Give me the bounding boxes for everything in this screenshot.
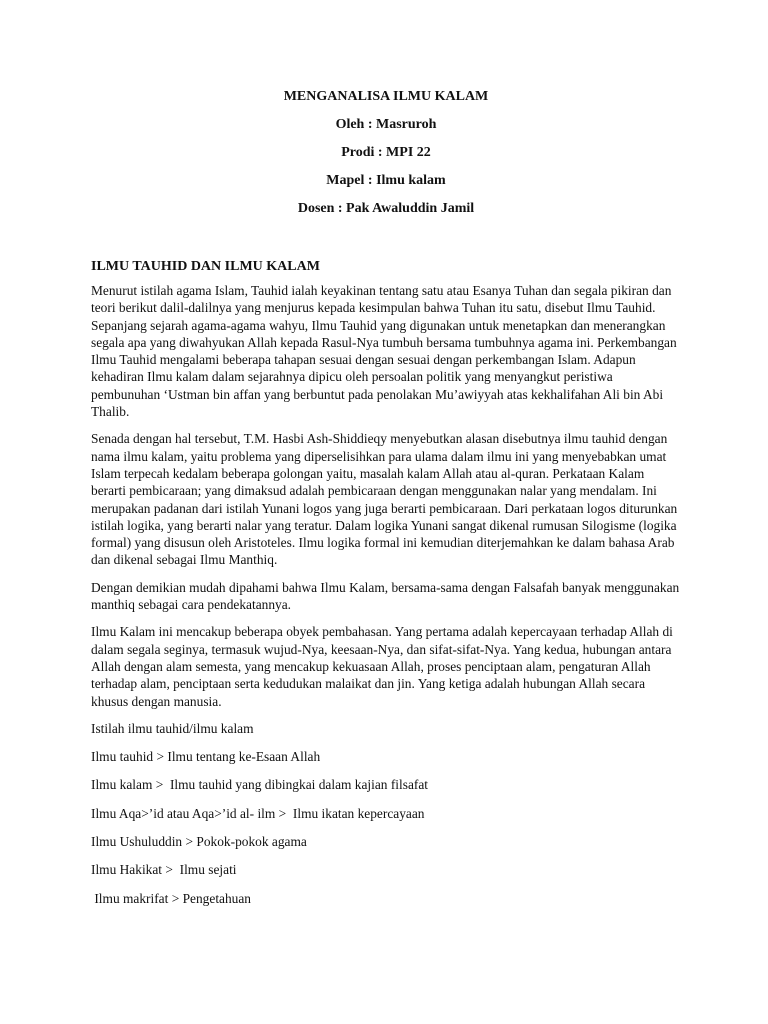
term-item-makrifat: Ilmu makrifat > Pengetahuan	[91, 890, 252, 906]
document-page	[91, 88, 681, 918]
term-item-aqaid: Ilmu Aqa>’id atau Aqa>’id al- ilm > Ilmu ikatan kepercayaan	[91, 805, 425, 821]
document-title: MENGANALISA ILMU KALAM	[283, 89, 489, 104]
author-line: Oleh : Masruroh	[335, 117, 437, 132]
paragraph-3: Dengan demikian mudah dipahami bahwa Ilmu Kalam, bersama-sama dengan Falsafah banyak menggunakan manthiq sebagai cara pendekatannya.	[91, 579, 680, 613]
term-item-kalam: Ilmu kalam > Ilmu tauhid yang dibingkai dalam kajian filsafat	[91, 777, 429, 793]
term-item-ushuluddin: Ilmu Ushuluddin > Pokok-pokok agama	[91, 834, 307, 850]
term-item-tauhid: Ilmu tauhid > Ilmu tentang ke-Esaan Allah	[91, 749, 321, 765]
term-list-heading: Istilah ilmu tauhid/ilmu kalam	[91, 720, 254, 736]
section-heading: ILMU TAUHID DAN ILMU KALAM	[91, 259, 320, 274]
paragraph-2: Senada dengan hal tersebut, T.M. Hasbi Ash-Shiddieqy menyebutkan alasan disebutnya ilmu tauhid dengan nama ilmu kalam, yaitu problema yang diperselisihkan para ulama dalam ilmu ini yang menyebabkan umat Islam terpecah kedalam beberapa golongan yaitu, masalah kalam Allah atau al-quran. Perkataan Kalam berarti pembicaraan; yang dimaksud adalah pembicaraan dengan menggunakan nalar yang mendalam. Ini merupakan padanan dari istilah Yunani logos yang juga berarti pembicaraan. Dari perkataan logos diturunkan istilah logika, yang berarti nalar yang teratur. Dalam logika Yunani sangat dikenal rumusan Silogisme (logika formal) yang disusun oleh Aristoteles. Ilmu logika formal ini kemudian diterjemahkan ke dalam bahasa Arab dan dikenal sebagai Ilmu Manthiq.	[91, 431, 678, 568]
prodi-line: Prodi : MPI 22	[341, 145, 431, 160]
dosen-line: Dosen : Pak Awaluddin Jamil	[297, 201, 475, 216]
mapel-line: Mapel : Ilmu kalam	[326, 173, 446, 188]
paragraph-4: Ilmu Kalam ini mencakup beberapa obyek pembahasan. Yang pertama adalah kepercayaan terhadap Allah di dalam segala seginya, termasuk wujud-Nya, keesaan-Nya, dan sifat-sifat-Nya. Yang kedua, hubungan antara Allah dengan alam semesta, yang mencakup kekuasaan Allah, proses penciptaan alam, pengaturan Allah terhadap alam, penciptaan serta kedudukan malaikat dan jin. Yang ketiga adalah hubungan Allah secara khusus dengan manusia.	[91, 624, 673, 709]
paragraph-1: Menurut istilah agama Islam, Tauhid ialah keyakinan tentang satu atau Esanya Tuhan dan segala pikiran dan teori berikut dalil-dalilnya yang menjurus kepada kesimpulan bahwa Tuhan itu satu, disebut Ilmu Tauhid. Sepanjang sejarah agama-agama wahyu, Ilmu Tauhid yang digunakan untuk menetapkan dan menerangkan segala apa yang diwahyukan Allah kepada Rasul-Nya tumbuh bersama tumbuhnya agama ini. Perkembangan Ilmu Tauhid mengalami beberapa tahapan sesuai dengan sesuai dengan perkembangan Islam. Adapun kehadiran Ilmu kalam dalam sejarahnya dipicu oleh persoalan politik yang menyangkut peristiwa pembunuhan ‘Ustman bin affan yang berbuntut pada penolakan Mu’awiyyah atas kekhalifahan Ali bin Abi Thalib.	[91, 283, 677, 420]
term-item-hakikat: Ilmu Hakikat > Ilmu sejati	[91, 862, 237, 878]
